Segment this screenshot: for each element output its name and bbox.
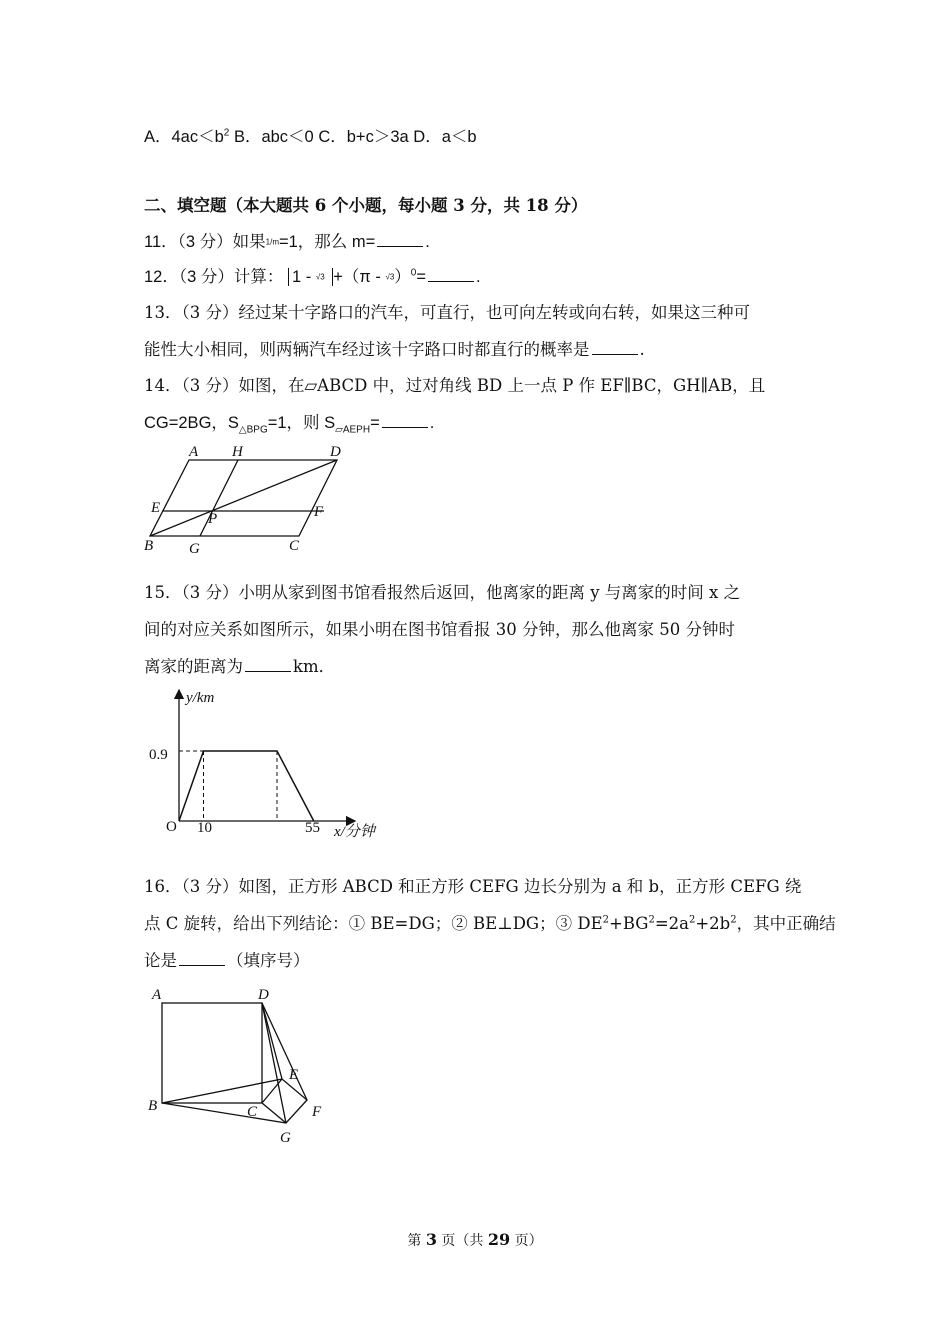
question-11: 11．（3 分）如果1/m=1，那么 m= . bbox=[144, 233, 430, 251]
answer-blank bbox=[592, 340, 638, 355]
option-d: D．a＜b bbox=[413, 128, 477, 146]
diagonal-bd bbox=[150, 460, 337, 536]
question-14-line-2: CG=2BG，$S_{\triangle BPG}=1$，则 $S_{▱AEPH}=$ . bbox=[144, 414, 435, 436]
segment-be bbox=[162, 1079, 282, 1103]
question-16-line-1: 16．（3 分）如图，正方形 ABCD 和正方形 CEFG 边长分别为 a 和 b，正方形 CEFG 绕 bbox=[144, 877, 802, 896]
question-13-line-1: 13．（3 分）经过某十字路口的汽车，可直行，也可向左转或向右转，如果这三种可 bbox=[144, 303, 750, 322]
label-e: E bbox=[151, 500, 161, 516]
y-axis-label: y/km bbox=[186, 690, 215, 706]
option-c: C．b+c＞3a bbox=[318, 128, 409, 146]
segment-bg bbox=[162, 1103, 286, 1123]
question-15-line-1: 15．（3 分）小明从家到图书馆看报然后返回，他离家的距离 y 与离家的时间 x 之 bbox=[144, 583, 741, 602]
question-15-line-3: 离家的距离为 km． bbox=[144, 657, 336, 676]
origin-label: O bbox=[166, 819, 177, 835]
label-c: C bbox=[247, 1104, 258, 1120]
question-12: 12．（3 分）计算： 1 - √3 +（π - √3）$^0$= . bbox=[144, 267, 481, 286]
section-title: 二、填空题（本大题共 6 个小题，每小题 3 分，共 18 分） bbox=[144, 196, 588, 215]
label-g: G bbox=[189, 541, 200, 557]
answer-blank bbox=[179, 951, 225, 966]
page-number: 3 bbox=[425, 1230, 437, 1249]
fraction: 1/m bbox=[265, 237, 279, 247]
label-d: D bbox=[330, 444, 341, 460]
x-tick-label-10: 10 bbox=[197, 820, 212, 836]
label-c: C bbox=[289, 538, 300, 554]
label-f: F bbox=[312, 1104, 322, 1120]
option-a: A．4ac＜b bbox=[144, 128, 224, 146]
label-b: B bbox=[144, 538, 154, 554]
x-axis-label: x/分钟 bbox=[334, 824, 375, 840]
label-d: D bbox=[258, 987, 269, 1003]
parallelogram-figure bbox=[140, 440, 360, 558]
square-abcd bbox=[162, 1003, 262, 1103]
page-footer: 第 3 页（共 29 页） bbox=[407, 1230, 543, 1249]
question-16-line-3: 论是 （填序号） bbox=[144, 951, 310, 970]
distance-line bbox=[179, 751, 314, 821]
line-gh bbox=[200, 460, 238, 536]
label-b: B bbox=[148, 1098, 158, 1114]
answer-blank bbox=[382, 413, 428, 428]
answer-blank bbox=[245, 657, 291, 672]
x-tick-label-55: 55 bbox=[305, 820, 320, 836]
absolute-value: 1 - √3 bbox=[288, 268, 333, 286]
q10-options: A．$4ac<b^2$ B．abc＜0 C．b+c＞3a D．a＜b bbox=[144, 127, 477, 146]
total-pages: 29 bbox=[487, 1230, 511, 1249]
y-tick-label: 0.9 bbox=[149, 747, 168, 763]
answer-blank bbox=[377, 232, 423, 247]
segment-dg bbox=[262, 1003, 286, 1123]
label-p: P bbox=[208, 511, 218, 527]
segment-df bbox=[262, 1003, 307, 1100]
label-e: E bbox=[289, 1067, 299, 1083]
question-16-line-2: 点 C 旋转，给出下列结论：① BE=DG；② BE⊥DG；③ $DE^2+BG^2=2a^2+2b^2$，其中正确结 bbox=[144, 914, 836, 933]
label-g: G bbox=[280, 1130, 291, 1146]
label-a: A bbox=[152, 987, 162, 1003]
label-a: A bbox=[189, 444, 199, 460]
question-13-line-2: 能性大小相同，则两辆汽车经过该十字路口时都直行的概率是 . bbox=[144, 340, 645, 359]
option-b: B．abc＜0 bbox=[233, 128, 314, 146]
answer-blank bbox=[428, 267, 474, 282]
squares-figure bbox=[140, 983, 340, 1148]
label-f: F bbox=[314, 504, 324, 520]
label-h: H bbox=[232, 444, 243, 460]
question-15-line-2: 间的对应关系如图所示，如果小明在图书馆看报 30 分钟，那么他离家 50 分钟时 bbox=[144, 620, 735, 639]
question-14-line-1: 14．（3 分）如图，在▱ABCD 中，过对角线 BD 上一点 P 作 EF∥BC，GH∥AB，且 bbox=[144, 376, 766, 395]
distance-time-graph bbox=[140, 684, 390, 844]
